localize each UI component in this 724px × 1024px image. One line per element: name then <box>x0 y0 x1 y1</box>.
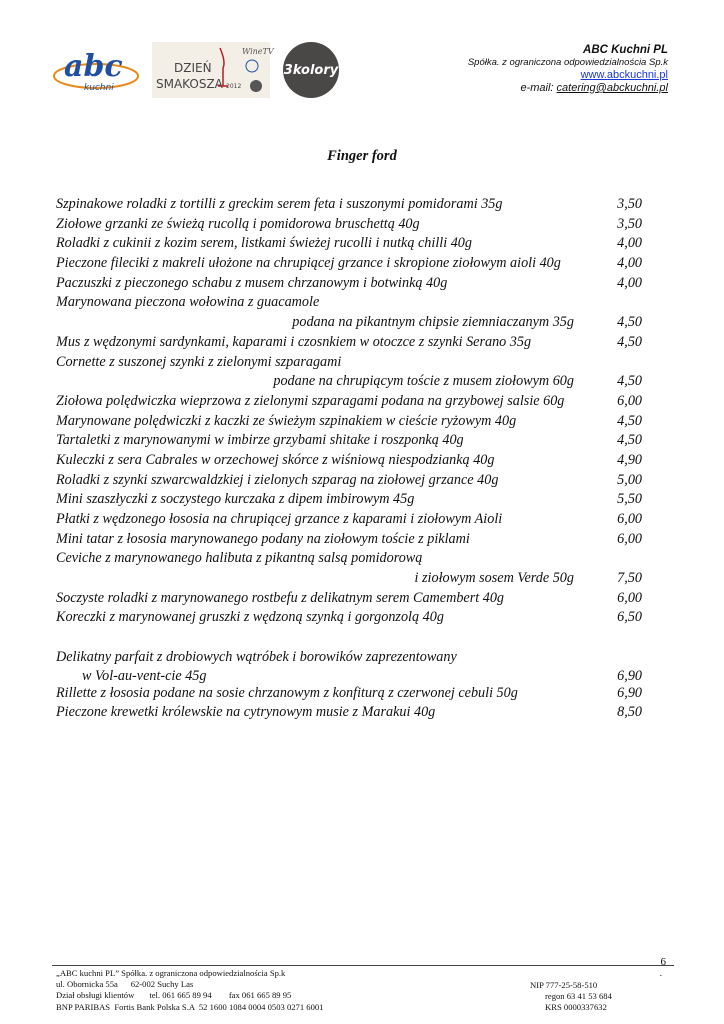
item-price: 6,00 <box>617 511 642 527</box>
item-price: 6,00 <box>617 392 642 409</box>
item-price: 6,90 <box>617 667 642 684</box>
item-price: 6,50 <box>617 609 642 626</box>
page-dot: . <box>659 968 662 978</box>
menu-item <box>56 451 642 471</box>
footer-divider <box>52 965 674 966</box>
menu-list <box>56 195 642 722</box>
item-price: 6,00 <box>617 589 642 606</box>
item-price: 6,00 <box>617 530 642 547</box>
item-name: Tartaletki z marynowanymi w imbirze grzybami shitake i roszponką 40g <box>56 432 464 449</box>
item-name: w Vol-au-vent-cie 45g <box>82 667 207 684</box>
email-domain: @abckuchni.pl <box>595 82 668 94</box>
item-price: 4,50 <box>617 373 642 390</box>
item-name: podana na pikantnym chipsie ziemniaczanym 35g <box>292 314 574 331</box>
3kolory-logo-text: 3kolory <box>283 42 339 98</box>
footer-regon: regon 63 41 53 684 <box>530 991 612 1002</box>
menu-spacer <box>56 628 642 648</box>
menu-item <box>56 392 642 412</box>
item-name: Marynowane polędwiczki z kaczki ze świeżym szpinakiem w cieście ryżowym 40g <box>56 412 517 429</box>
item-price: 4,00 <box>617 255 642 272</box>
menu-item <box>56 685 642 703</box>
item-name: podane na chrupiącym toście z musem ziołowym 60g <box>273 373 574 390</box>
menu-item <box>56 353 642 373</box>
item-name: Delikatny parfait z drobiowych wątróbek i borowików zaprezentowany <box>56 648 457 665</box>
item-name: Koreczki z marynowanej gruszki z wędzoną szynką i gorgonzolą 40g <box>56 609 444 626</box>
page-number: 6 <box>660 956 666 968</box>
menu-item <box>56 412 642 432</box>
menu-item <box>56 648 642 668</box>
menu-item <box>56 274 642 294</box>
email-label: e-mail: <box>520 82 554 94</box>
item-name: Rillette z łososia podane na sosie chrzanowym z konfiturą z czerwonej cebuli 50g <box>56 685 518 701</box>
footer-registration <box>530 980 612 1014</box>
footer-nip: NIP 777-25-58-510 <box>530 980 598 990</box>
footer-company-details <box>56 968 323 1013</box>
item-name: Cornette z suszonej szynki z zielonymi szparagami <box>56 353 342 370</box>
email-line <box>468 82 668 95</box>
item-price: 4,90 <box>617 451 642 468</box>
menu-item <box>56 703 642 723</box>
menu-item <box>56 510 642 530</box>
item-name: Pieczone krewetki królewskie na cytrynowym musie z Marakui 40g <box>56 703 436 720</box>
website-link[interactable]: www.abckuchni.pl <box>580 69 668 81</box>
item-name: Soczyste roladki z marynowanego rostbefu z delikatnym serem Camembert 40g <box>56 589 505 606</box>
item-name: Płatki z wędzonego łososia na chrupiącej grzance z kaparami i ziołowym Aioli <box>56 511 503 527</box>
menu-item <box>56 490 642 510</box>
abc-kuchni-logo <box>50 40 142 96</box>
company-legal: Spółka. z ograniczona odpowiedzialnościa Sp.k <box>467 57 668 68</box>
item-price: 4,00 <box>617 274 642 291</box>
footer-line: Dział obsługi klientów tel. 061 665 89 94 fax 061 665 89 95 <box>56 990 292 1001</box>
menu-item <box>56 215 642 235</box>
item-name: Kuleczki z sera Cabrales w orzechowej skórce z wiśniową niespodzianką 40g <box>56 451 495 468</box>
item-price: 8,50 <box>617 703 642 720</box>
email-link[interactable] <box>557 82 668 94</box>
item-price: 3,50 <box>617 215 642 232</box>
item-name: Szpinakowe roladki z tortilli z greckim serem feta i suszonymi pomidorami 35g <box>56 196 503 212</box>
item-price: 5,50 <box>617 491 642 508</box>
item-name: Pieczone fileciki z makreli ułożone na chrupiącej grzance i skropione ziołowym aioli 40g <box>56 255 561 272</box>
item-price: 4,50 <box>617 412 642 429</box>
item-name: Mus z wędzonymi sardynkami, kaparami i czosnkiem w otoczce z szynki Serano 35g <box>56 333 532 350</box>
menu-item <box>56 333 642 353</box>
item-name: i ziołowym sosem Verde 50g <box>414 570 574 587</box>
item-price: 3,50 <box>617 196 642 212</box>
footer-line: BNP PARIBAS Fortis Bank Polska S.A 52 1600 1084 0004 0503 0271 6001 <box>56 1001 324 1012</box>
menu-item-continuation <box>56 668 642 686</box>
email-user: catering <box>556 82 596 94</box>
dzien-smakosza-logo <box>152 42 274 98</box>
menu-item <box>56 530 642 550</box>
item-name: Ziołowe grzanki ze świeżą rucollą i pomidorowa bruschettą 40g <box>56 215 420 232</box>
dzien-line1: DZIEŃ <box>174 61 212 75</box>
winetv-brand: WineTV <box>242 47 274 56</box>
item-price: 4,50 <box>617 333 642 350</box>
item-price: 6,90 <box>617 685 642 701</box>
3kolory-logo <box>283 42 339 98</box>
item-name: Marynowana pieczona wołowina z guacamole <box>56 294 320 311</box>
item-price: 4,00 <box>617 235 642 252</box>
menu-item-continuation <box>56 313 642 333</box>
dzien-line2: SMAKOSZA <box>156 77 223 91</box>
menu-item-continuation <box>56 569 642 589</box>
item-name: Ceviche z marynowanego halibuta z pikantną salsą pomidorową <box>56 550 423 567</box>
menu-item <box>56 608 642 628</box>
menu-item <box>56 471 642 491</box>
item-price: 4,50 <box>617 314 642 331</box>
footer-krs: KRS 0000337632 <box>530 1002 607 1013</box>
company-name: ABC Kuchni PL <box>583 44 668 56</box>
footer-line: ul. Obornicka 55a 62-002 Suchy Las <box>56 979 194 990</box>
abc-logo-word: abc <box>64 49 123 84</box>
item-price: 4,50 <box>617 432 642 449</box>
item-name: Ziołowa polędwiczka wieprzowa z zielonymi szparagami podana na grzybowej salsie 60g <box>56 392 565 409</box>
item-name: Mini szaszłyczki z soczystego kurczaka z dipem imbirowym 45g <box>56 491 415 508</box>
menu-title: Finger ford <box>327 148 397 164</box>
item-price: 7,50 <box>617 570 642 587</box>
menu-item <box>56 195 642 215</box>
item-name: Mini tatar z łososia marynowanego podany na ziołowym toście z piklami <box>56 530 470 547</box>
menu-item <box>56 234 642 254</box>
company-info <box>468 44 668 95</box>
dzien-year: 2012 <box>226 83 242 90</box>
footer-line: „ABC kuchni PL” Spółka. z ograniczona odpowiedzialnościa Sp.k <box>56 968 286 978</box>
item-name: Paczuszki z pieczonego schabu z musem chrzanowym i botwinką 40g <box>56 274 448 291</box>
abc-logo-sub: kuchni <box>84 83 114 93</box>
menu-item <box>56 549 642 569</box>
item-name: Roladki z szynki szwarcwaldzkiej i zielonych szparag na ziołowej grzance 40g <box>56 471 499 488</box>
item-price: 5,00 <box>617 471 642 488</box>
menu-item <box>56 293 642 313</box>
menu-item <box>56 589 642 609</box>
menu-item-continuation <box>56 372 642 392</box>
menu-item <box>56 431 642 451</box>
item-name: Roladki z cukinii z kozim serem, listkami świeżej rucolli i nutką chilli 40g <box>56 235 472 252</box>
menu-item <box>56 254 642 274</box>
